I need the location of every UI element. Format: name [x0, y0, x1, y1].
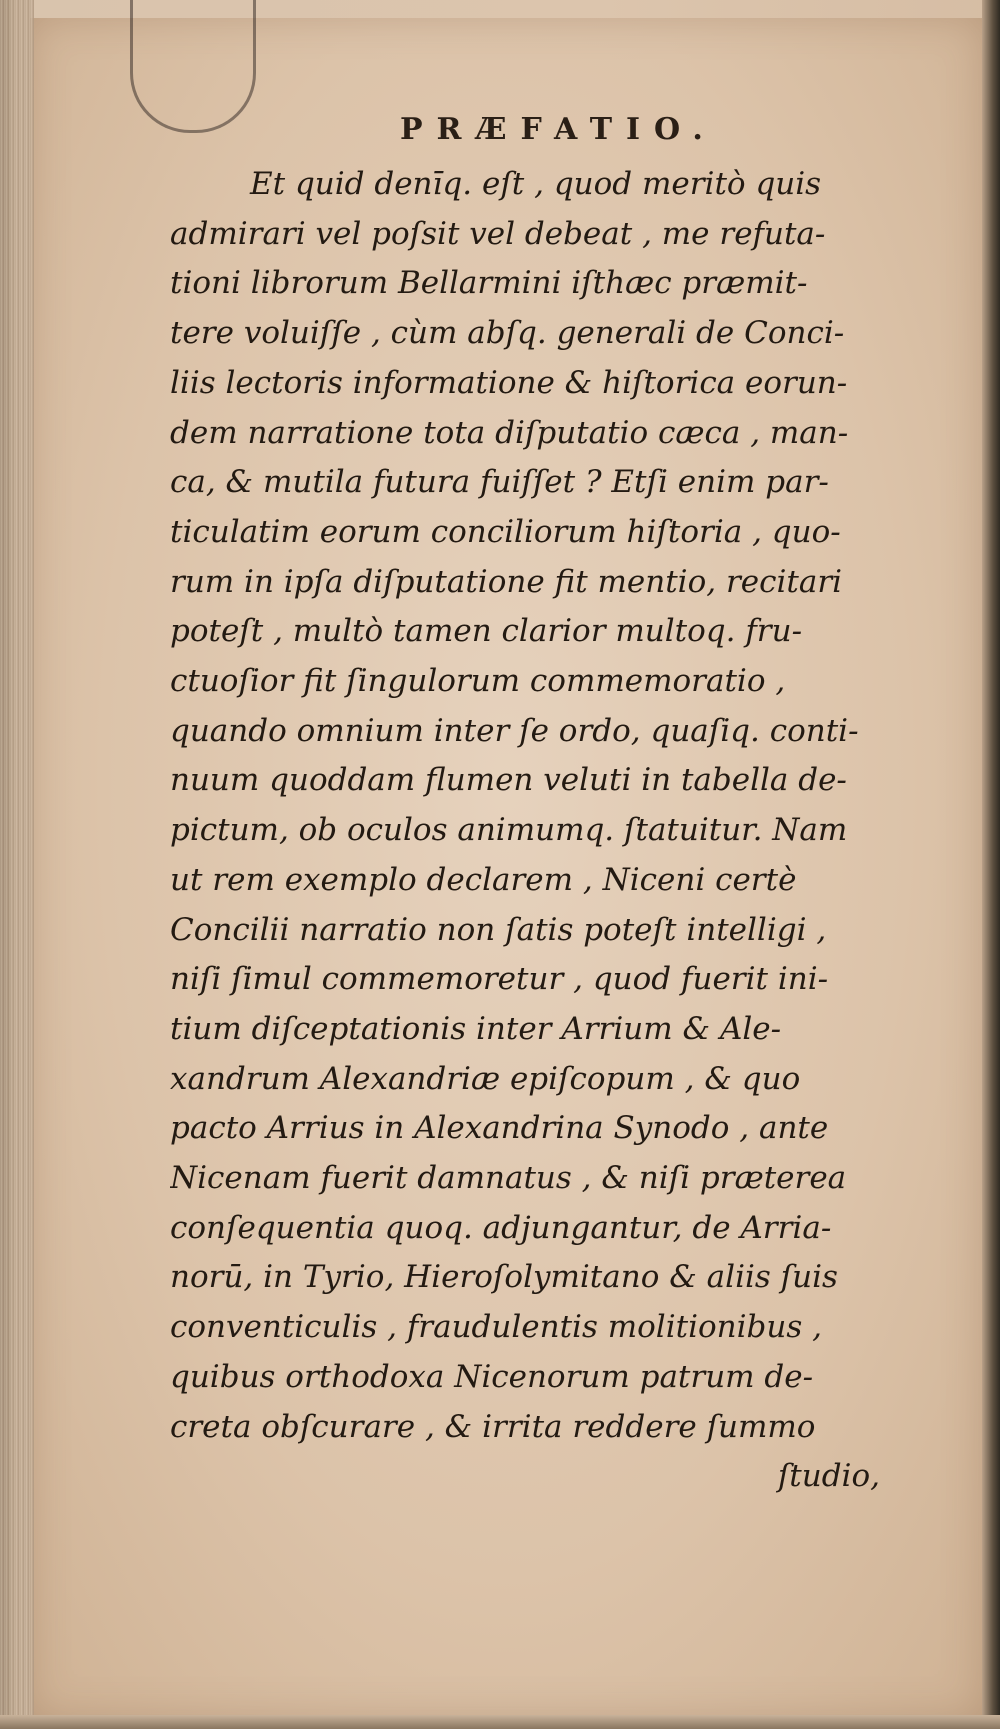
page-edge-right: [982, 0, 1000, 1729]
text-line: dem narratione tota diſputatio cæca , man-: [170, 414, 849, 451]
text-line: quibus orthodoxa Nicenorum patrum de-: [170, 1358, 814, 1395]
text-line: liis lectoris informatione & hiſtorica eorun-: [170, 364, 848, 401]
text-line: Nicenam fuerit damnatus , & niſi præterea: [170, 1160, 847, 1197]
text-line: conventiculis , fraudulentis molitionibus ,: [170, 1309, 822, 1346]
paper-clip-mark: [130, 0, 256, 133]
running-header: PRÆFATIO.: [400, 112, 717, 147]
text-line: Concilii narratio non ſatis poteſt intelligi ,: [170, 911, 827, 948]
text-line: Et quid denīq. eſt , quod meritò quis: [250, 166, 822, 202]
text-line: tere voluiſſe , cùm abſq. generali de Conci-: [170, 315, 845, 352]
text-line: ticulatim eorum conciliorum hiſtoria , quo-: [170, 513, 841, 550]
text-line: niſi ſimul commemoretur , quod fuerit ini-: [170, 961, 829, 998]
catchword: ſtudio,: [777, 1458, 880, 1495]
text-line: nuum quoddam flumen veluti in tabella de-: [170, 762, 847, 799]
page-edge-bottom: [0, 1715, 1000, 1729]
text-line: rum in ipſa diſputatione fit mentio, recitari: [170, 563, 843, 600]
text-line: norū, in Tyrio, Hieroſolymitano & aliis ſuis: [170, 1259, 838, 1296]
text-line: poteſt , multò tamen clarior multoq. fru-: [170, 613, 803, 650]
page-edges-left: [0, 0, 34, 1729]
text-line: tioni librorum Bellarmini iſthæc præmit-: [170, 265, 808, 302]
text-line: quando omnium inter ſe ordo, quaſiq. conti-: [170, 712, 859, 749]
text-line: creta obſcurare , & irrita reddere ſummo: [170, 1408, 816, 1445]
text-line: ctuoſior fit ſingulorum commemoratio ,: [170, 663, 786, 700]
body-text: [170, 160, 940, 1502]
text-line: conſequentia quoq. adjungantur, de Arria-: [170, 1209, 832, 1246]
text-line: admirari vel poſsit vel debeat , me refuta-: [170, 215, 826, 252]
text-line: pacto Arrius in Alexandrina Synodo , ante: [170, 1110, 829, 1147]
text-line: ca, & mutila futura fuiſſet ? Etſi enim par-: [170, 464, 829, 501]
text-line: pictum, ob oculos animumq. ſtatuitur. Nam: [170, 812, 848, 849]
text-line: xandrum Alexandriæ epiſcopum , & quo: [170, 1060, 801, 1097]
text-line: ut rem exemplo declarem , Niceni certè: [170, 861, 797, 898]
text-line: tium diſceptationis inter Arrium & Ale-: [170, 1010, 782, 1047]
